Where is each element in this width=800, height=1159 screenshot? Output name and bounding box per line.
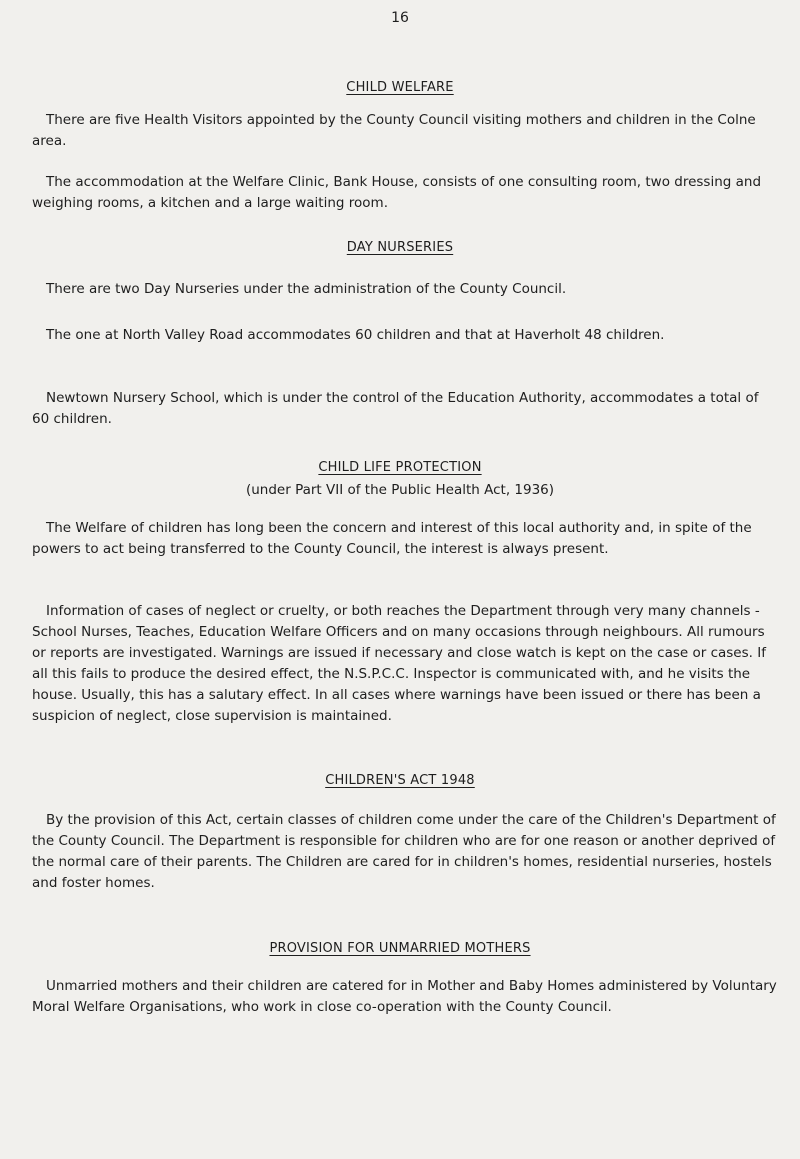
heading-child-welfare: CHILD WELFARE (346, 80, 454, 95)
paragraph-newtown-nursery: Newtown Nursery School, which is under the control of the Education Authority, accommodates a total of 60 children. (32, 390, 759, 427)
paragraph-welfare-clinic: The accommodation at the Welfare Clinic, Bank House, consists of one consulting room, two dressing and weighing rooms, a kitchen and a large waiting room. (32, 174, 762, 211)
paragraph-two-day-nurseries: There are two Day Nurseries under the administration of the County Council. (46, 281, 567, 297)
subheading-public-health-act: (under Part VII of the Public Health Act, 1936) (245, 482, 555, 498)
paragraph-north-valley-road: The one at North Valley Road accommodates 60 children and that at Haverholt 48 children. (46, 327, 665, 343)
paragraph-information-of-cases: Information of cases of neglect or cruelty, or both reaches the Department through very many channels - School Nurses, Teaches, Education Welfare Officers and on many occasions through neighbours. All rumours or reports are investigated. Warnings are issued if necessary and close watch is kept on the case or cases. If all this fails to produce the desired effect, the N.S.P.C.C. Inspector is communicated with, and he visits the house. Usually, this has a salutary effect. In all cases where warnings have been issued or there has been a suspicion of neglect, close supervision is maintained. (32, 603, 766, 724)
paragraph-childrens-act: By the provision of this Act, certain classes of children come under the care of the Children's Department of the County Council. The Department is responsible for children who are for one reason or another deprived of the normal care of their parents. The Children are cared for in children's homes, residential nurseries, hostels and foster homes. (32, 812, 776, 891)
paragraph-health-visitors: There are five Health Visitors appointed by the County Council visiting mothers and children in the Colne area. (32, 112, 756, 149)
heading-day-nurseries: DAY NURSERIES (346, 240, 454, 255)
page-number: 16 (391, 10, 409, 26)
paragraph-welfare-of-children: The Welfare of children has long been the concern and interest of this local authority and, in spite of the powers to act being transferred to the County Council, the interest is always present. (32, 520, 752, 557)
heading-child-life-protection: CHILD LIFE PROTECTION (318, 460, 482, 475)
paragraph-unmarried-mothers: Unmarried mothers and their children are catered for in Mother and Baby Homes administered by Voluntary Moral Welfare Organisations, who work in close co-operation with the County Council. (32, 978, 777, 1015)
heading-childrens-act: CHILDREN'S ACT 1948 (325, 773, 475, 788)
heading-unmarried-mothers: PROVISION FOR UNMARRIED MOTHERS (269, 941, 531, 956)
